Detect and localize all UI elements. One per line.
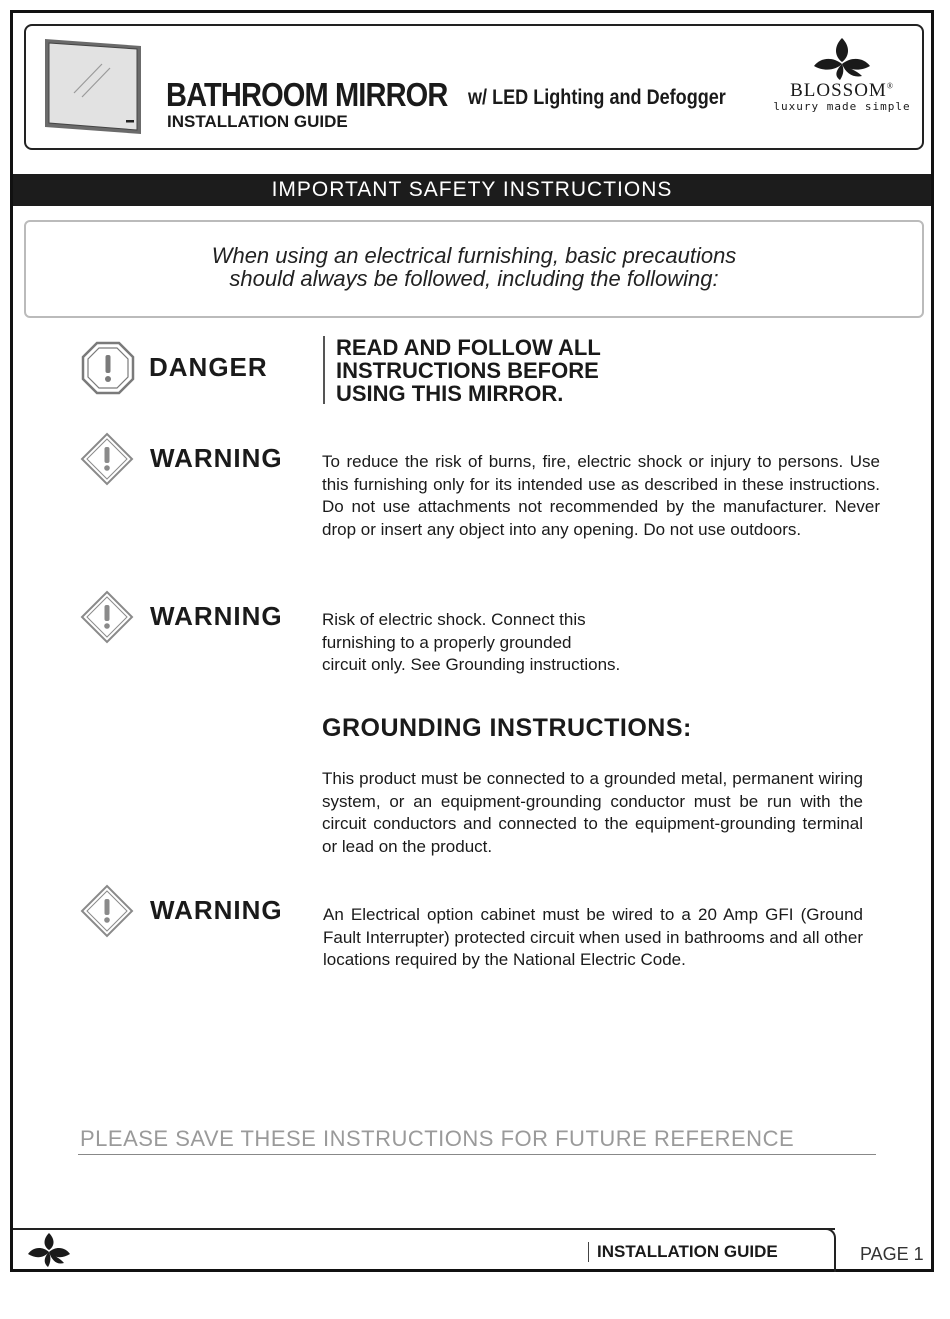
page-number: PAGE 1 — [860, 1244, 924, 1264]
grounding-heading: GROUNDING INSTRUCTIONS: — [322, 714, 692, 742]
warning-2-line-3: circuit only. See Grounding instructions. — [322, 655, 621, 675]
danger-line-1: READ AND FOLLOW ALL — [336, 335, 601, 360]
save-notice: PLEASE SAVE THESE INSTRUCTIONS FOR FUTURE REFERENCE — [80, 1126, 795, 1151]
document-subtitle: w/ LED Lighting and Defogger — [468, 86, 726, 109]
brand-logo — [770, 36, 914, 118]
blossom-flower-icon — [770, 36, 914, 80]
intro-text — [26, 244, 922, 290]
danger-divider — [323, 336, 325, 404]
warning-2-line-2: furnishing to a properly grounded — [322, 632, 572, 652]
diamond-exclamation-icon — [80, 884, 134, 938]
blossom-flower-icon — [26, 1232, 72, 1268]
logo-tagline: luxury made simple — [773, 100, 911, 113]
intro-line-2: should always be followed, including the following: — [229, 266, 719, 291]
footer-guide-label: INSTALLATION GUIDE — [597, 1242, 778, 1261]
safety-band-text: IMPORTANT SAFETY INSTRUCTIONS — [271, 178, 673, 201]
octagon-exclamation-icon — [80, 340, 136, 396]
diamond-exclamation-icon — [80, 590, 134, 644]
intro-box — [24, 220, 924, 318]
footer-separator — [588, 1242, 589, 1262]
document-title: BATHROOM MIRROR — [166, 76, 448, 113]
warning-1-text: To reduce the risk of burns, fire, electric shock or injury to persons. Use this furnishing only for its intended use as described in these instructions. Do not use attachments not recommended by the manufacturer. Never drop or insert any object into any opening. Do not use outdoors. — [322, 452, 880, 540]
intro-line-1: When using an electrical furnishing, basic precautions — [211, 243, 737, 268]
save-notice-underline — [78, 1154, 876, 1155]
warning-3-text: An Electrical option cabinet must be wired to a 20 Amp GFI (Ground Fault Interrupter) protected circuit when used in bathrooms and all other locations required by the National Electric Code. — [323, 905, 863, 970]
footer-tab-corner — [826, 1228, 836, 1272]
mirror-icon — [44, 38, 142, 136]
danger-label: DANGER — [149, 352, 268, 382]
warning-2-label: WARNING — [150, 601, 283, 631]
warning-1-label: WARNING — [150, 443, 283, 473]
danger-text — [336, 336, 601, 405]
document-type: INSTALLATION GUIDE — [167, 112, 348, 131]
warning-2-text — [322, 609, 842, 677]
safety-band — [13, 174, 931, 206]
logo-brand-name: BLOSSOM® — [790, 80, 894, 101]
grounding-text: This product must be connected to a grounded metal, permanent wiring system, or an equipment-grounding conductor must be run with the circuit conductors and connected to the equipment-grounding terminal or lead on the product. — [322, 769, 863, 857]
diamond-exclamation-icon — [80, 432, 134, 486]
warning-2-line-1: Risk of electric shock. Connect this — [322, 610, 586, 629]
warning-3-label: WARNING — [150, 895, 283, 925]
footer-rule — [13, 1228, 835, 1230]
danger-line-3: USING THIS MIRROR. — [336, 381, 564, 406]
danger-line-2: INSTRUCTIONS BEFORE — [336, 358, 599, 383]
